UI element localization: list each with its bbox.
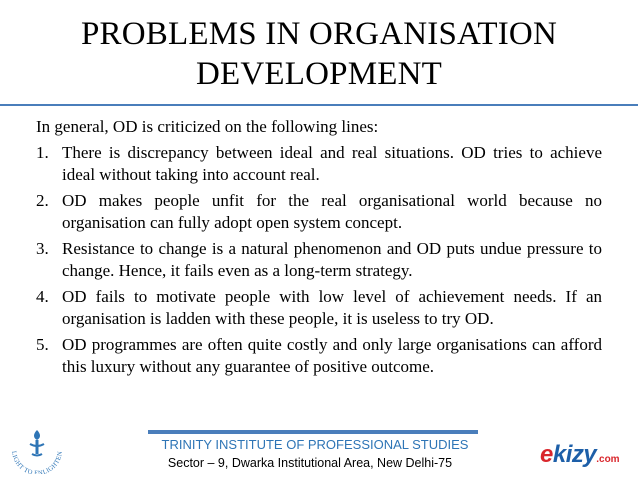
- title-divider: [0, 104, 638, 106]
- svg-text:LIGHT TO ENLIGHTEN: [10, 451, 64, 474]
- list-item-text: OD programmes are often quite costly and only large organisations can afford this luxury without any guarantee of positive outcome.: [62, 334, 602, 376]
- list-item-number: 1.: [36, 142, 49, 162]
- slide-title-line-1: PROBLEMS IN ORGANISATION: [80, 16, 557, 52]
- list-item: [36, 238, 602, 283]
- list-item-number: 3.: [36, 238, 49, 258]
- brand-e: e: [540, 441, 553, 468]
- ekizy-brand: [540, 440, 620, 475]
- slide-title: [30, 14, 608, 94]
- institute-address: Sector – 9, Dwarka Institutional Area, New Delhi-75: [167, 456, 453, 470]
- light-to-enlighten-icon: [6, 424, 68, 474]
- list-item-text: Resistance to change is a natural phenomenon and OD puts undue pressure to change. Hence, it fails even as a long-term strategy.: [62, 238, 602, 280]
- list-item-number: 4.: [36, 286, 49, 306]
- criticism-list: [36, 142, 602, 379]
- list-item-number: 5.: [36, 334, 49, 354]
- slide-body: [36, 116, 602, 382]
- footer-divider: [148, 430, 478, 434]
- slide-title-line-2: DEVELOPMENT: [195, 56, 442, 92]
- intro-text: In general, OD is criticized on the following lines:: [36, 117, 379, 136]
- list-item-text: There is discrepancy between ideal and real situations. OD tries to achieve ideal without taking into account real.: [62, 142, 602, 184]
- brand-suffix: .com: [596, 454, 620, 465]
- ekizy-logo: [540, 440, 634, 474]
- list-item-text: OD makes people unfit for the real organisational world because no organisation can fully adopt open system concept.: [62, 190, 602, 232]
- institute-name: TRINITY INSTITUTE OF PROFESSIONAL STUDIES: [161, 437, 469, 452]
- list-item-number: 2.: [36, 190, 49, 210]
- list-item: [36, 142, 602, 187]
- logo-left-text: LIGHT TO ENLIGHTEN: [9, 450, 65, 474]
- light-to-enlighten-logo: [6, 424, 68, 474]
- list-item: [36, 334, 602, 379]
- list-item: [36, 286, 602, 331]
- list-item: [36, 190, 602, 235]
- brand-rest: kizy: [552, 441, 597, 468]
- list-item-text: OD fails to motivate people with low level of achievement needs. If an organisation is ladden with these people, it is useless to try OD.: [62, 286, 602, 328]
